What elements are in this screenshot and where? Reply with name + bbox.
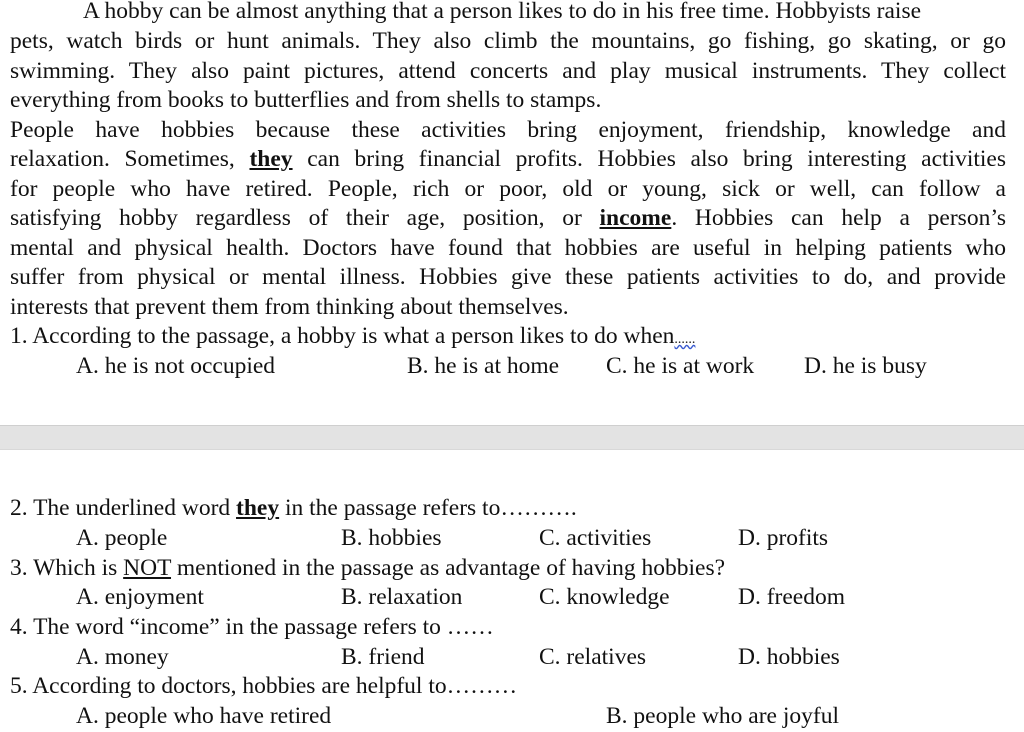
- question-2-option-a[interactable]: A. people: [76, 525, 168, 551]
- passage-text: satisfying hobby regardless of their age, position, or: [10, 205, 600, 231]
- question-5-option-a[interactable]: A. people who have retired: [76, 703, 332, 729]
- question-text: mentioned in the passage as advantage of having hobbies?: [171, 555, 726, 581]
- question-1-option-a[interactable]: A. he is not occupied: [76, 353, 276, 379]
- question-1-option-b[interactable]: B. he is at home: [407, 353, 560, 379]
- question-4-option-b[interactable]: B. friend: [341, 644, 425, 670]
- question-1-stem: [10, 322, 695, 355]
- question-5-stem: 5. According to doctors, hobbies are helpful to………: [10, 673, 518, 699]
- passage-p2-line-5: mental and physical health. Doctors have found that hobbies are useful in helping patients who: [10, 235, 1006, 261]
- question-4-option-a[interactable]: A. money: [76, 644, 169, 670]
- question-2-option-d[interactable]: D. profits: [738, 525, 829, 551]
- passage-text: . Hobbies can help a person’s: [671, 205, 1006, 231]
- question-3-stem: [10, 554, 725, 584]
- question-1-option-c[interactable]: C. he is at work: [606, 353, 755, 379]
- question-3-option-b[interactable]: B. relaxation: [341, 584, 463, 610]
- question-4-option-d[interactable]: D. hobbies: [738, 644, 840, 670]
- underlined-word-they: they: [249, 146, 293, 172]
- passage-p1-line-2: pets, watch birds or hunt animals. They also climb the mountains, go fishing, go skating, or go: [10, 28, 1006, 54]
- question-text: 3. Which is: [10, 555, 124, 581]
- underlined-word-they: they: [236, 495, 280, 521]
- question-3-option-a[interactable]: A. enjoyment: [76, 584, 204, 610]
- question-2-option-b[interactable]: B. hobbies: [341, 525, 442, 551]
- passage-p1-line-4: everything from books to butterflies and from shells to stamps.: [10, 87, 602, 113]
- question-4-option-c[interactable]: C. relatives: [539, 644, 647, 670]
- passage-p2-line-6: suffer from physical or mental illness. Hobbies give these patients activities to do, and provide: [10, 264, 1006, 290]
- question-2-stem: [10, 494, 577, 524]
- underlined-word-income: income: [599, 205, 672, 231]
- question-5-option-b[interactable]: B. people who are joyful: [606, 703, 839, 729]
- question-text: 2. The underlined word: [10, 495, 237, 521]
- passage-p2-line-2: [10, 145, 1006, 175]
- passage-p2-line-7: interests that prevent them from thinking about themselves.: [10, 294, 569, 320]
- passage-p1-line-3: swimming. They also paint pictures, attend concerts and play musical instruments. They collect: [10, 58, 1006, 84]
- underlined-word-not: NOT: [123, 555, 172, 581]
- question-1-option-d[interactable]: D. he is busy: [804, 353, 927, 379]
- passage-text: can bring financial profits. Hobbies also bring interesting activities: [292, 146, 1006, 172]
- page-break-divider: [0, 425, 1024, 450]
- question-2-option-c[interactable]: C. activities: [539, 525, 652, 551]
- question-3-option-c[interactable]: C. knowledge: [539, 584, 670, 610]
- question-text: in the passage refers to……….: [279, 495, 577, 521]
- passage-text: relaxation. Sometimes,: [10, 146, 250, 172]
- passage-p2-line-3: for people who have retired. People, rich or poor, old or young, sick or well, can follow a: [10, 176, 1006, 202]
- question-blank: ......: [674, 332, 696, 347]
- question-4-stem: 4. The word “income” in the passage refers to ……: [10, 614, 494, 640]
- passage-p1-line-1: A hobby can be almost anything that a person likes to do in his free time. Hobbyists raise: [83, 0, 922, 24]
- passage-p2-line-1: People have hobbies because these activities bring enjoyment, friendship, knowledge and: [10, 117, 1006, 143]
- question-3-option-d[interactable]: D. freedom: [738, 584, 846, 610]
- passage-p2-line-4: [10, 204, 1006, 234]
- question-text: 1. According to the passage, a hobby is what a person likes to do when: [10, 323, 675, 349]
